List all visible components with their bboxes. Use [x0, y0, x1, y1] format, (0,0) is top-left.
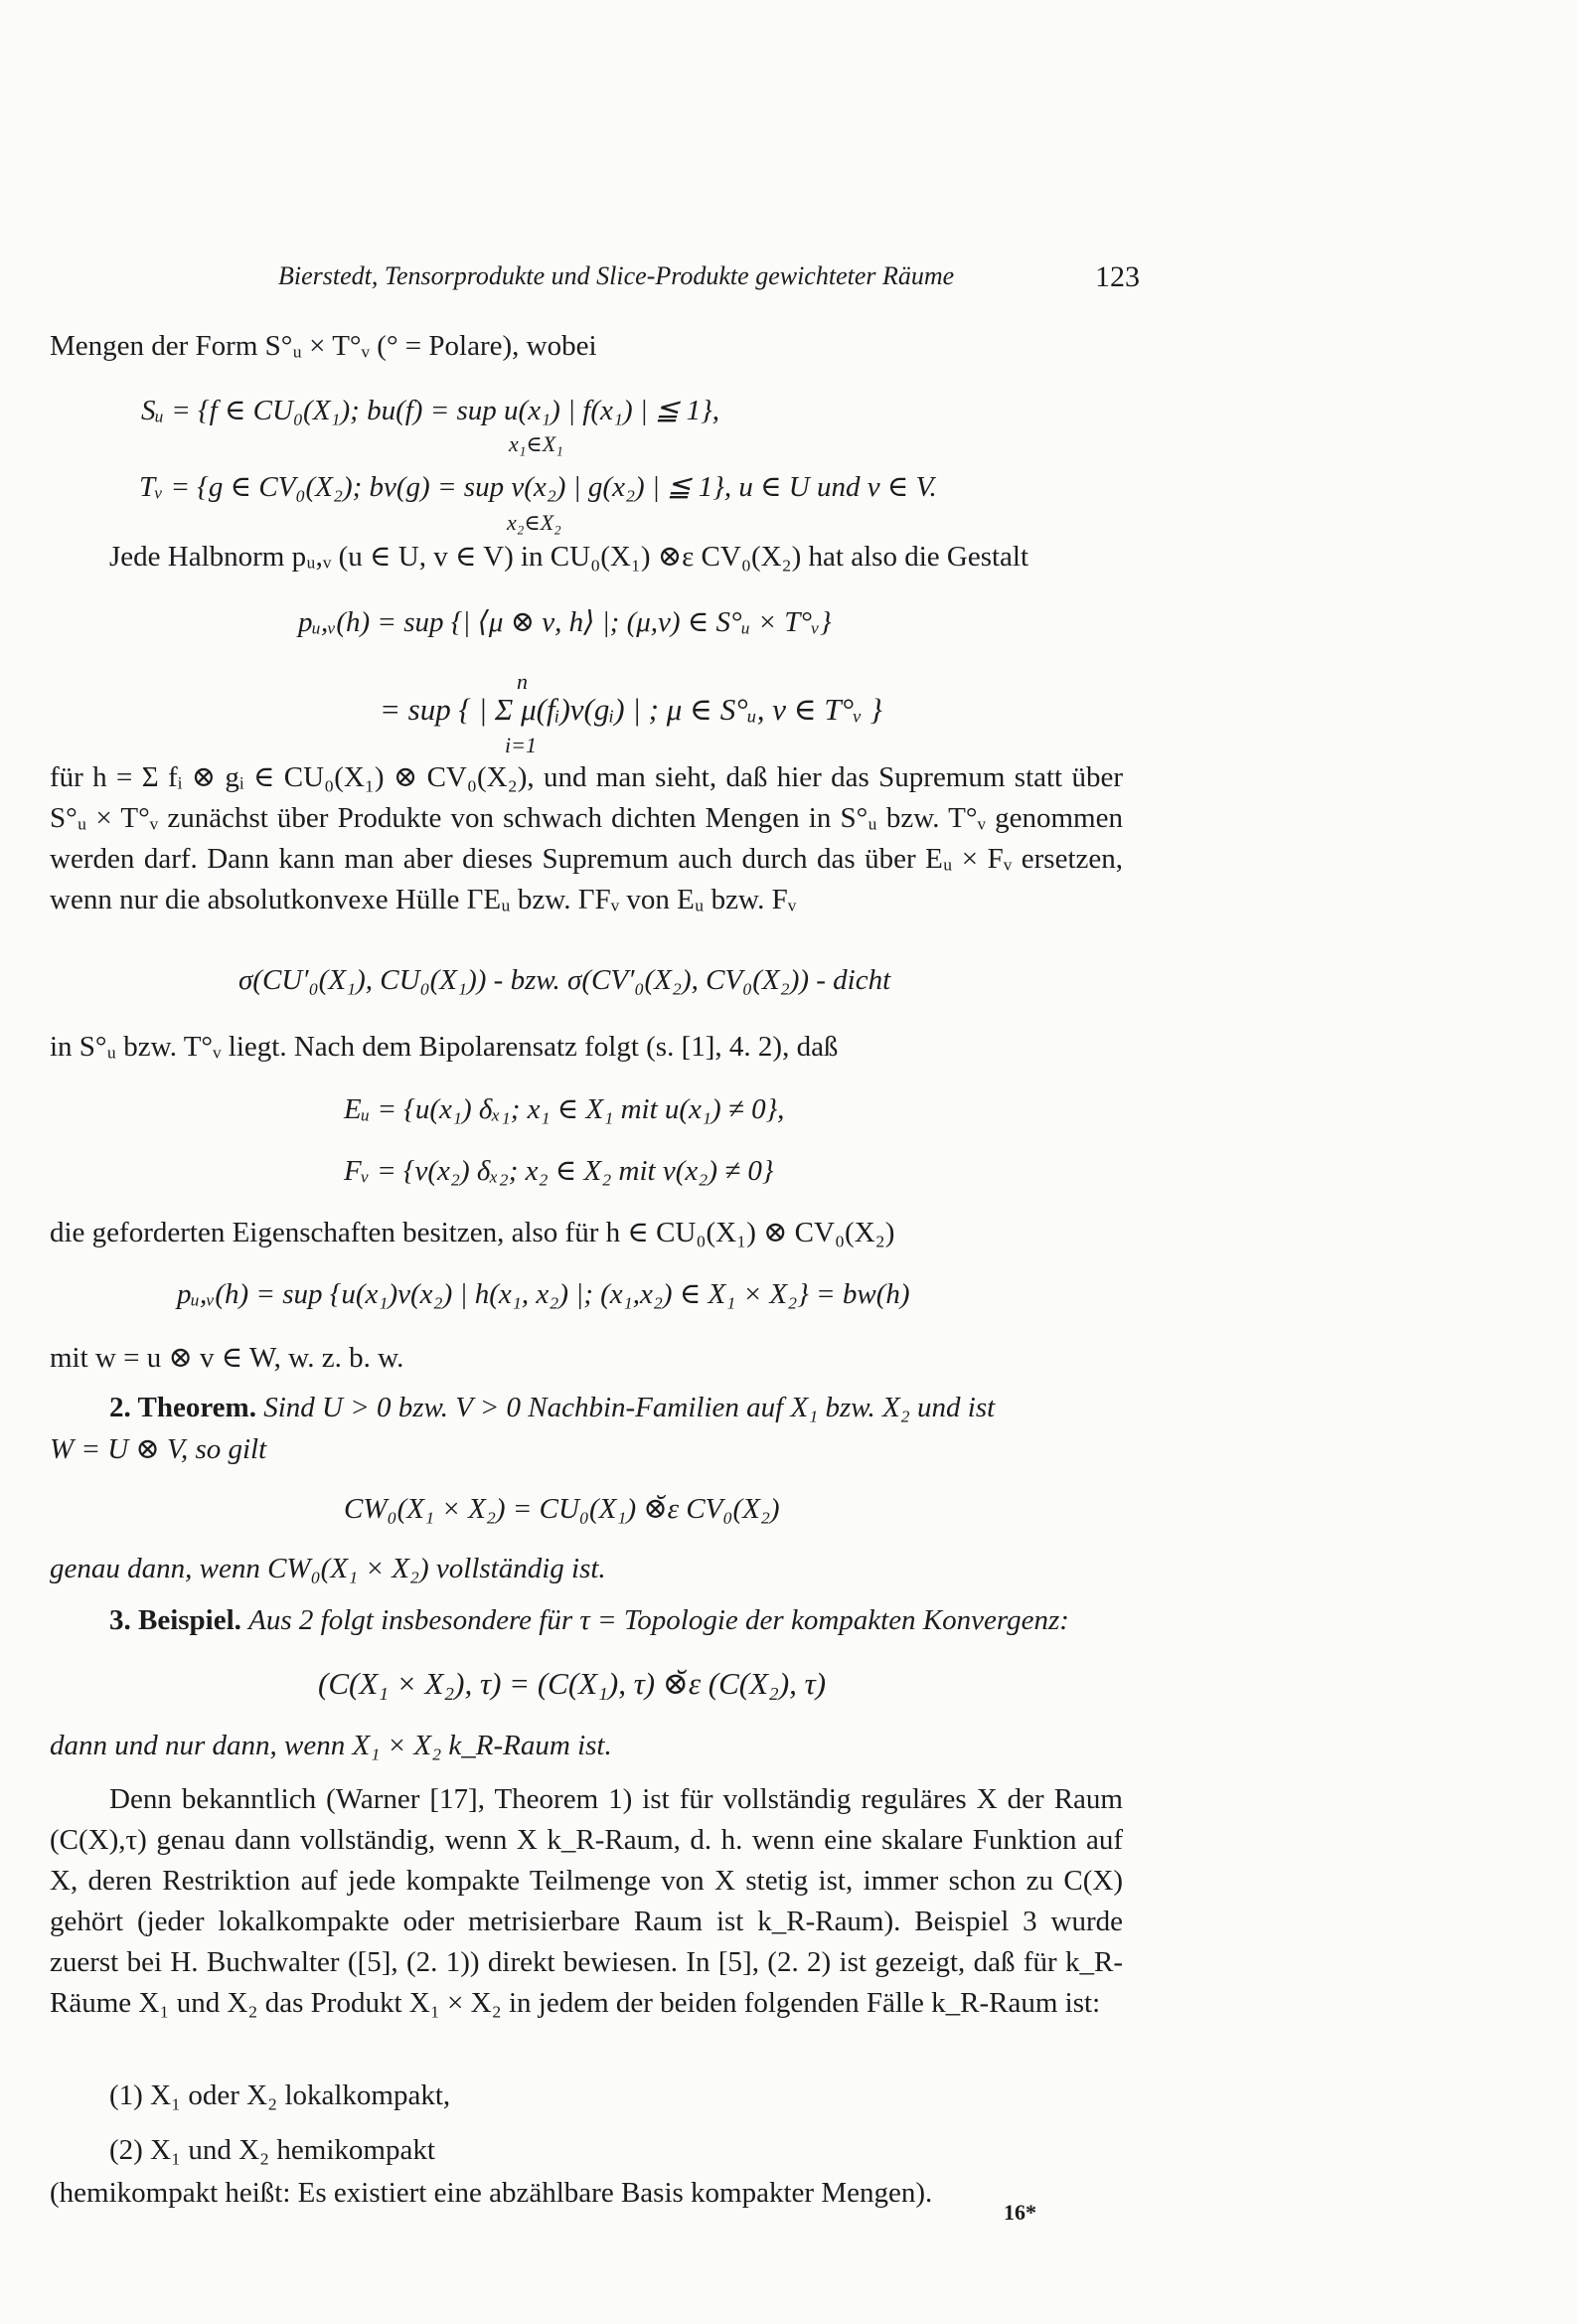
example-text: Aus 2 folgt insbesondere für τ = Topologie der kompakten Konvergenz:	[248, 1604, 1069, 1636]
equation-fv: Fᵥ = {v(x₂) δₓ₂; x₂ ∈ X₂ mit v(x₂) ≠ 0}	[344, 1155, 774, 1187]
example-conclusion: dann und nur dann, wenn X₁ × X₂ k_R-Raum ist.	[50, 1730, 612, 1761]
example-equation: (C(X₁ × X₂), τ) = (C(X₁), τ) ⊗̆ε (C(X₂), τ)	[318, 1666, 827, 1701]
equation-su: Sᵤ = {f ∈ CU₀(X₁); bu(f) = sup u(x₁) | f(x₁) | ≦ 1},	[141, 395, 719, 426]
theorem-equation: CW₀(X₁ × X₂) = CU₀(X₁) ⊗̆ε CV₀(X₂)	[344, 1493, 780, 1525]
page-number: 123	[1095, 260, 1140, 293]
theorem-2	[109, 1390, 995, 1425]
theorem-text-line1: Sind U > 0 bzw. V > 0 Nachbin-Familien auf X₁ bzw. X₂ und ist	[263, 1392, 996, 1423]
example-3	[109, 1602, 1069, 1638]
equation-p2-lower-limit: i=1	[505, 733, 537, 757]
paragraph-supremum: für h = Σ fᵢ ⊗ gᵢ ∈ CU₀(X₁) ⊗ CV₀(X₂), und man sieht, daß hier das Supremum statt über S°ᵤ × T°ᵥ zunächst über Produkte von schwach dichten Mengen in S°ᵤ bzw. T°ᵥ genommen werden darf. Dann kann man aber dieses Supremum auch durch das über Eᵤ × Fᵥ ersetzen, wenn nur die absolutkonvexe Hülle ΓEᵤ bzw. ΓFᵥ von Eᵤ bzw. Fᵥ	[50, 761, 1123, 915]
running-title: Bierstedt, Tensorprodukte und Slice-Produkte gewichteter Räume	[278, 261, 955, 290]
theorem-text-line2: W = U ⊗ V, so gilt	[50, 1433, 267, 1465]
equation-tv: Tᵥ = {g ∈ CV₀(X₂); bv(g) = sup v(x₂) | g(x₂) | ≦ 1}, u ∈ U und v ∈ V.	[139, 471, 937, 503]
equation-eu: Eᵤ = {u(x₁) δₓ₁; x₁ ∈ X₁ mit u(x₁) ≠ 0},	[344, 1093, 785, 1125]
case-2: (2) X₁ und X₂ hemikompakt	[109, 2134, 435, 2166]
example-label: 3. Beispiel.	[109, 1604, 241, 1636]
intro-line: Mengen der Form S°ᵤ × T°ᵥ (° = Polare), wobei	[50, 330, 597, 362]
equation-p2-upper-limit: n	[517, 669, 528, 694]
bipolarensatz-line: in S°ᵤ bzw. T°ᵥ liegt. Nach dem Bipolarensatz folgt (s. [1], 4. 2), daß	[50, 1031, 839, 1063]
equation-tv-subscript: x₂∈X₂	[507, 510, 561, 535]
paragraph-warner: Denn bekanntlich (Warner [17], Theorem 1) ist für vollständig reguläres X der Raum (C(X),τ) genau dann vollständig, wenn X k_R-Raum, d. h. wenn eine skalare Funktion auf X, deren Restriktion auf jede kompakte Teilmenge von X stetig ist, immer schon zu C(X) gehört (jeder lokalkompakte oder metrisierbare Raum ist k_R-Raum). Beispiel 3 wurde zuerst bei H. Buchwalter ([5], (2. 1)) direkt bewiesen. In [5], (2. 2) ist gezeigt, daß für k_R-Räume X₁ und X₂ das Produkt X₁ × X₂ in jedem der beiden folgenden Fälle k_R-Raum ist:	[50, 1783, 1123, 2019]
signature-mark: 16*	[1004, 2200, 1036, 2225]
case-1: (1) X₁ oder X₂ lokalkompakt,	[109, 2079, 451, 2111]
theorem-label: 2. Theorem.	[109, 1392, 256, 1423]
equation-sigma: σ(CU′₀(X₁), CU₀(X₁)) - bzw. σ(CV′₀(X₂), CV₀(X₂)) - dicht	[238, 964, 891, 996]
geforderten-line: die geforderten Eigenschaften besitzen, also für h ∈ CU₀(X₁) ⊗ CV₀(X₂)	[50, 1217, 895, 1248]
equation-su-subscript: x₁∈X₁	[509, 431, 563, 456]
equation-puv: pᵤ,ᵥ(h) = sup {u(x₁)v(x₂) | h(x₁, x₂) |; (x₁,x₂) ∈ X₁ × X₂} = bw(h)	[177, 1278, 910, 1310]
theorem-conclusion: genau dann, wenn CW₀(X₁ × X₂) vollständig ist.	[50, 1553, 606, 1584]
halbnorm-line: Jede Halbnorm pᵤ,ᵥ (u ∈ U, v ∈ V) in CU₀(X₁) ⊗ε CV₀(X₂) hat also die Gestalt	[109, 541, 1029, 573]
wzbw-line: mit w = u ⊗ v ∈ W, w. z. b. w.	[50, 1342, 404, 1374]
hemikompakt-definition: (hemikompakt heißt: Es existiert eine abzählbare Basis kompakter Mengen).	[50, 2177, 933, 2209]
equation-p2: = sup { | Σ μ(fᵢ)ν(gᵢ) | ; μ ∈ S°ᵤ, ν ∈ T°ᵥ }	[380, 692, 882, 727]
equation-p1: pᵤ,ᵥ(h) = sup {| ⟨μ ⊗ ν, h⟩ |; (μ,ν) ∈ S°ᵤ × T°ᵥ}	[298, 606, 832, 638]
